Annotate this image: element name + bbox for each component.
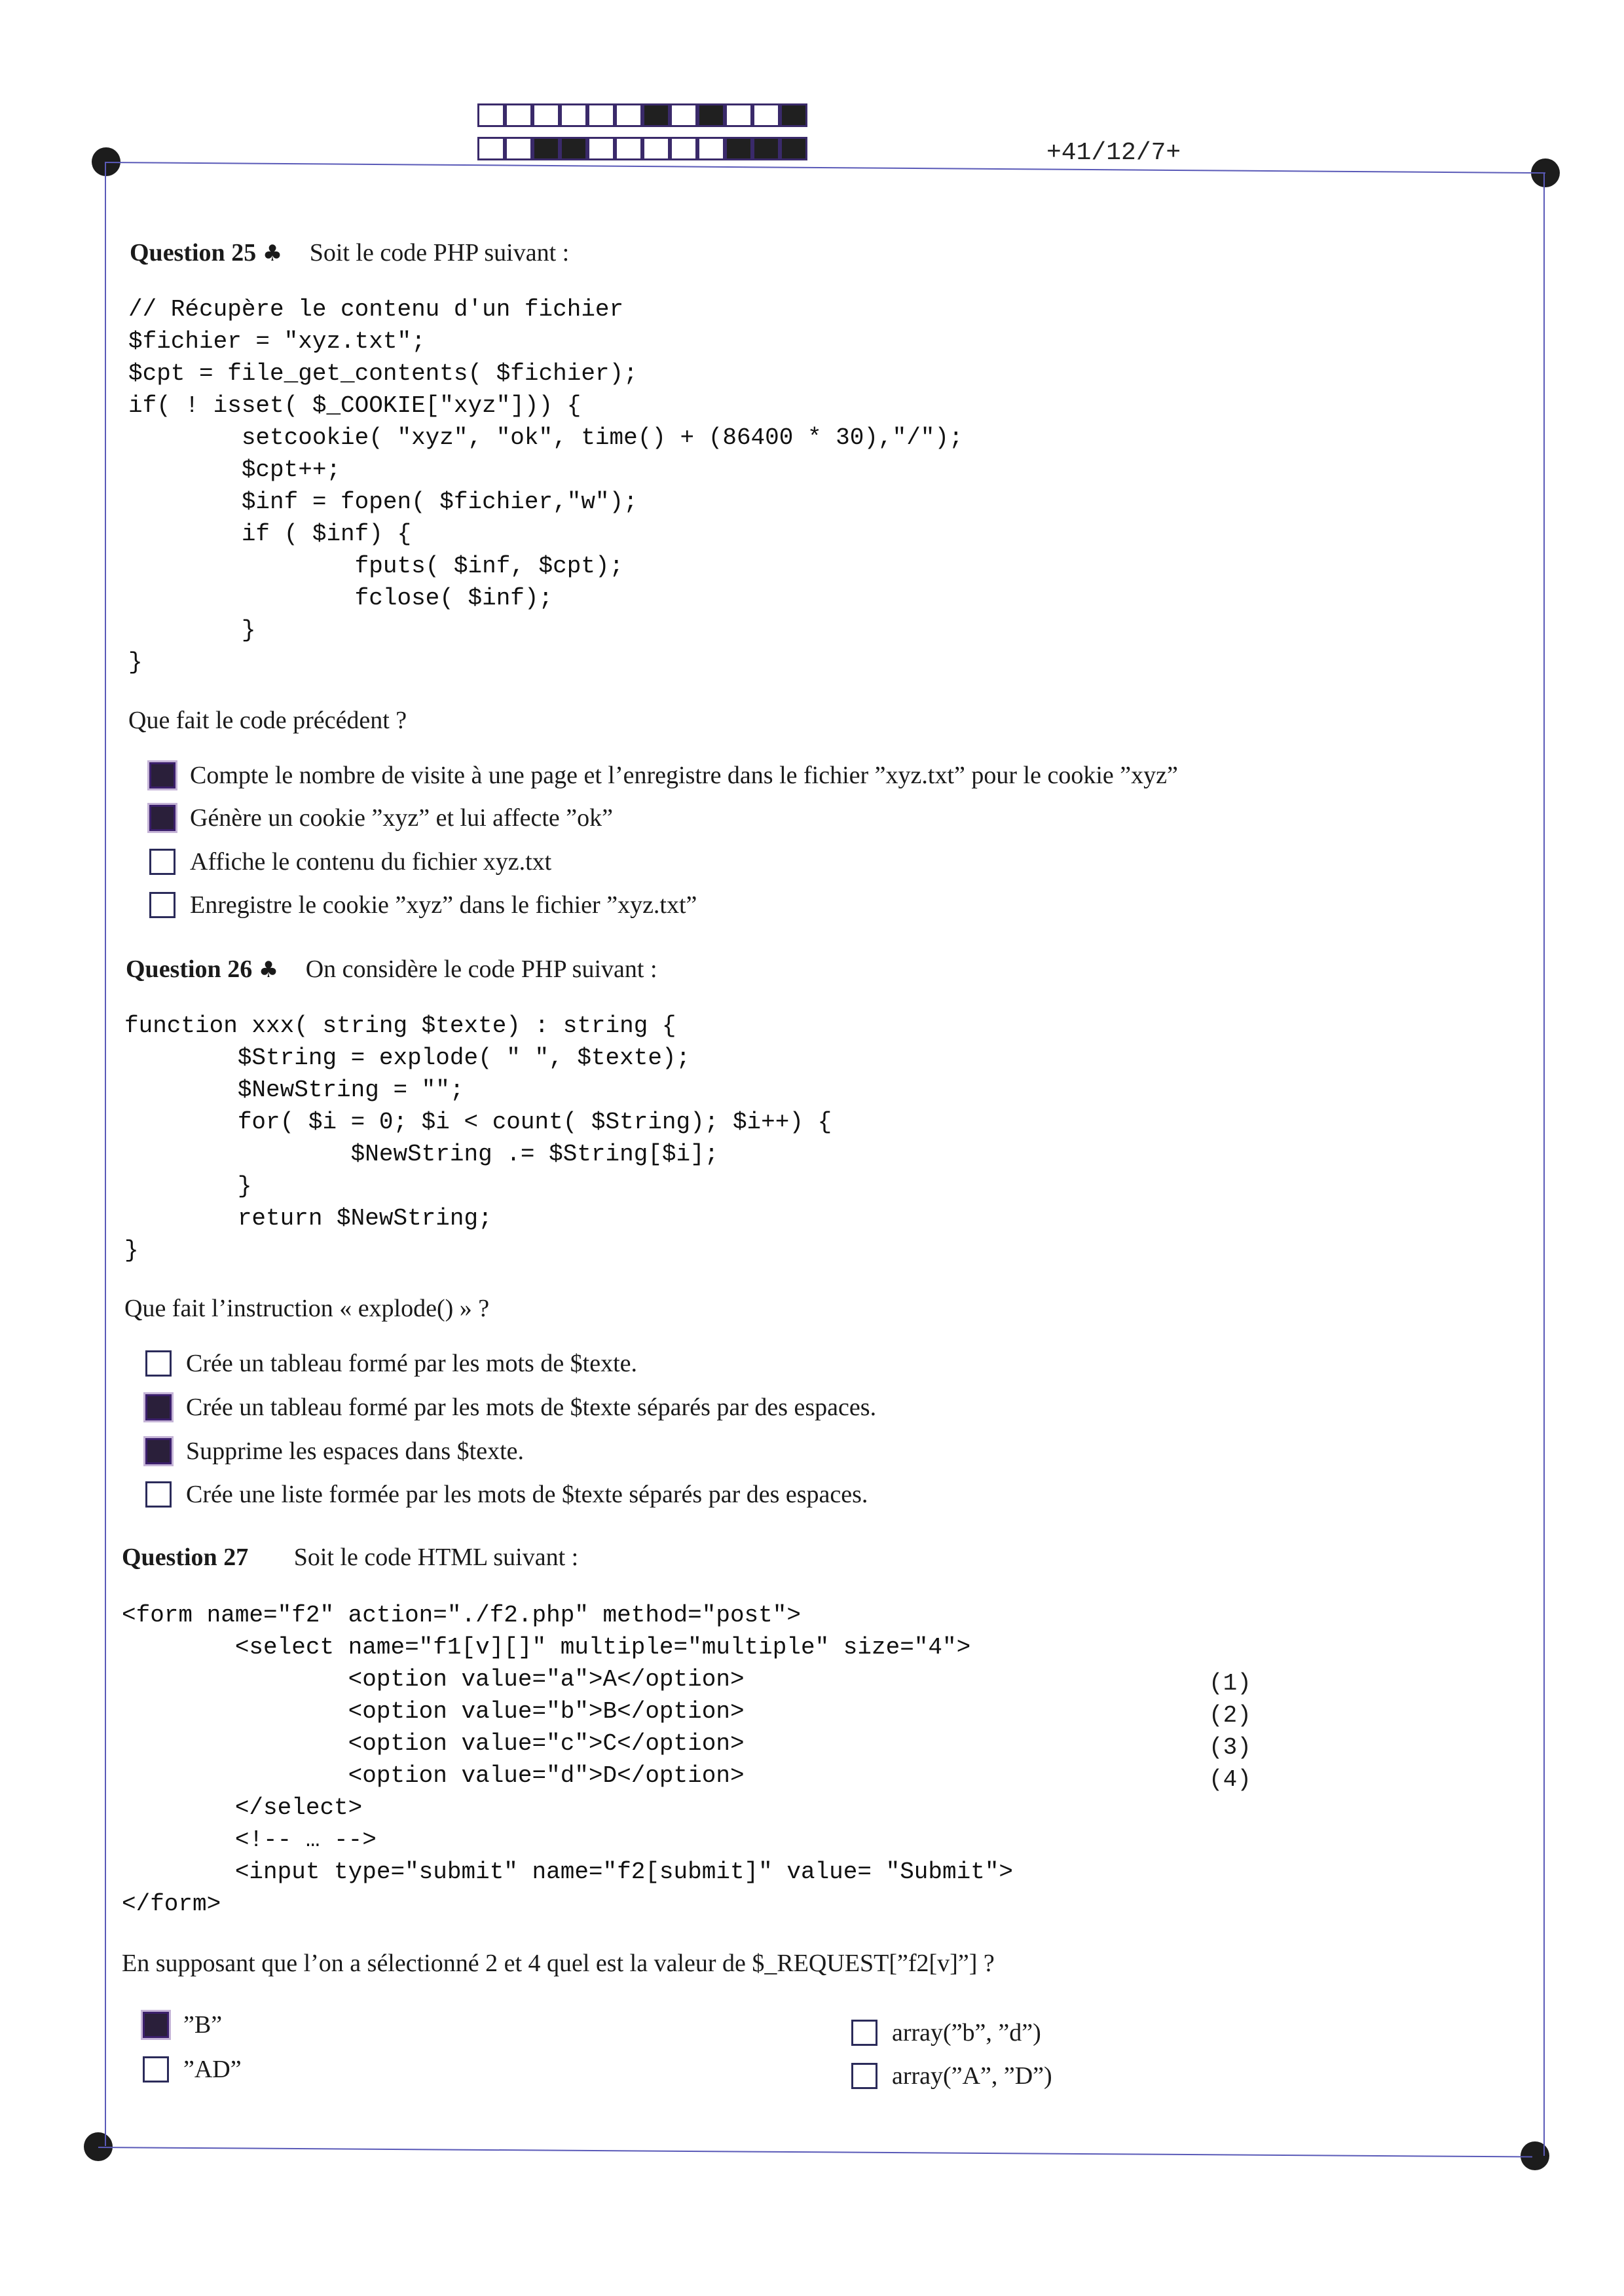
id-box [642,103,670,127]
id-box [560,137,587,160]
id-box [587,103,615,127]
id-box [615,137,642,160]
id-box [752,137,780,160]
id-box [725,137,752,160]
q26-checkbox-2[interactable] [145,1394,172,1420]
q26-answer-4[interactable] [145,1480,868,1509]
question-26-intro: On considère le code PHP suivant : [305,955,657,983]
frame-right [1543,173,1545,2156]
id-box [697,103,725,127]
id-box [615,103,642,127]
question-26-label: Question 26 [126,955,253,983]
q26-answer-1-text: Crée un tableau formé par les mots de $texte. [186,1350,638,1377]
q26-answer-3[interactable] [145,1437,524,1466]
id-box [670,137,697,160]
id-box [780,103,807,127]
q26-answer-3-text: Supprime les espaces dans $texte. [186,1437,525,1465]
id-box [477,137,505,160]
q25-checkbox-4[interactable] [149,892,175,918]
q27-checkbox-4[interactable] [851,2063,877,2089]
q27-checkbox-3[interactable] [851,2020,877,2046]
id-box [780,137,807,160]
q27-answer-4[interactable] [851,2062,1052,2090]
id-box [505,103,532,127]
question-25-intro: Soit le code PHP suivant : [309,239,570,267]
q25-answer-3-text: Affiche le contenu du fichier xyz.txt [190,848,552,876]
q27-checkbox-2[interactable] [143,2056,169,2083]
q26-answer-4-text: Crée une liste formée par les mots de $texte séparés par des espaces. [186,1481,868,1508]
id-box [587,137,615,160]
question-25-prompt: Que fait le code précédent ? [128,707,407,734]
question-27-header [122,1543,578,1572]
id-box-row-2 [477,137,807,160]
page-id: +41/12/7+ [1046,139,1181,167]
club-icon: ♣ [262,240,283,267]
id-box [532,137,560,160]
frame-left [105,162,106,2146]
id-box-row-1 [477,103,807,127]
question-27-code: <form name="f2" action="./f2.php" method="post"> <select name="f1[v][]" multiple="multiple" size="4"> <option value="a">A</option> <option value="b">B</option> <option value="c">C</option> <option value="d">D</option> </select> <!-- … --> <input type="submit" name="f2[submit]" value= "Submit"> </form> [122,1602,1014,1917]
q27-answer-3-text: array(”b”, ”d”) [892,2019,1041,2046]
q27-checkbox-1[interactable] [143,2012,169,2038]
question-27-line-numbers: (1) (2) (3) (4) [1209,1670,1251,1793]
question-26-prompt: Que fait l’instruction « explode() » ? [124,1295,490,1322]
frame-bottom [98,2147,1532,2158]
id-box [642,137,670,160]
question-27-prompt: En supposant que l’on a sélectionné 2 et 4 quel est la valeur de $_REQUEST[”f2[v]”] ? [122,1950,995,1977]
q25-answer-2[interactable] [149,804,613,832]
q26-answer-2[interactable] [145,1393,876,1422]
q25-answer-1[interactable] [149,761,1178,790]
q27-answer-1[interactable] [143,2010,222,2039]
question-27-intro: Soit le code HTML suivant : [293,1544,579,1571]
id-box [477,103,505,127]
q25-checkbox-2[interactable] [149,805,175,831]
frame-top [106,162,1545,174]
question-26-code: function xxx( string $texte) : string { $String = explode( " ", $texte); $NewString = ""; for( $i = 0; $i < count( $String); $i++) { $NewString .= $String[$i]; } return $NewString; } [124,1012,832,1264]
q26-checkbox-4[interactable] [145,1481,172,1508]
q25-checkbox-3[interactable] [149,849,175,875]
question-25-label: Question 25 [130,239,257,267]
id-box [697,137,725,160]
q25-answer-3[interactable] [149,847,551,876]
q27-answer-4-text: array(”A”, ”D”) [892,2062,1052,2090]
q25-answer-2-text: Génère un cookie ”xyz” et lui affecte ”ok” [190,804,613,832]
q27-answer-3[interactable] [851,2018,1041,2047]
q27-answer-2-text: ”AD” [183,2056,242,2083]
q25-answer-1-text: Compte le nombre de visite à une page et l’enregistre dans le fichier ”xyz.txt” pour le cookie ”xyz” [190,762,1178,789]
q25-answer-4[interactable] [149,891,697,919]
q26-checkbox-1[interactable] [145,1350,172,1377]
question-25-header [130,238,569,267]
question-25-code: // Récupère le contenu d'un fichier $fichier = "xyz.txt"; $cpt = file_get_contents( $fichier); if( ! isset( $_COOKIE["xyz"])) { setcookie( "xyz", "ok", time() + (86400 * 30),"/"); $cpt++; $inf = fopen( $fichier,"w"); if ( $inf) { fputs( $inf, $cpt); fclose( $inf); } } [128,296,963,676]
id-box [752,103,780,127]
id-box [725,103,752,127]
question-26-header [126,955,657,984]
q27-answer-1-text: ”B” [183,2011,223,2039]
q25-checkbox-1[interactable] [149,762,175,788]
id-box [560,103,587,127]
question-27-label: Question 27 [122,1544,249,1571]
id-box [670,103,697,127]
q27-answer-2[interactable] [143,2055,242,2084]
club-icon: ♣ [258,957,279,983]
q26-checkbox-3[interactable] [145,1438,172,1464]
q26-answer-2-text: Crée un tableau formé par les mots de $texte séparés par des espaces. [186,1394,877,1421]
q26-answer-1[interactable] [145,1349,637,1378]
id-box [505,137,532,160]
q25-answer-4-text: Enregistre le cookie ”xyz” dans le fichier ”xyz.txt” [190,891,697,919]
id-box [532,103,560,127]
